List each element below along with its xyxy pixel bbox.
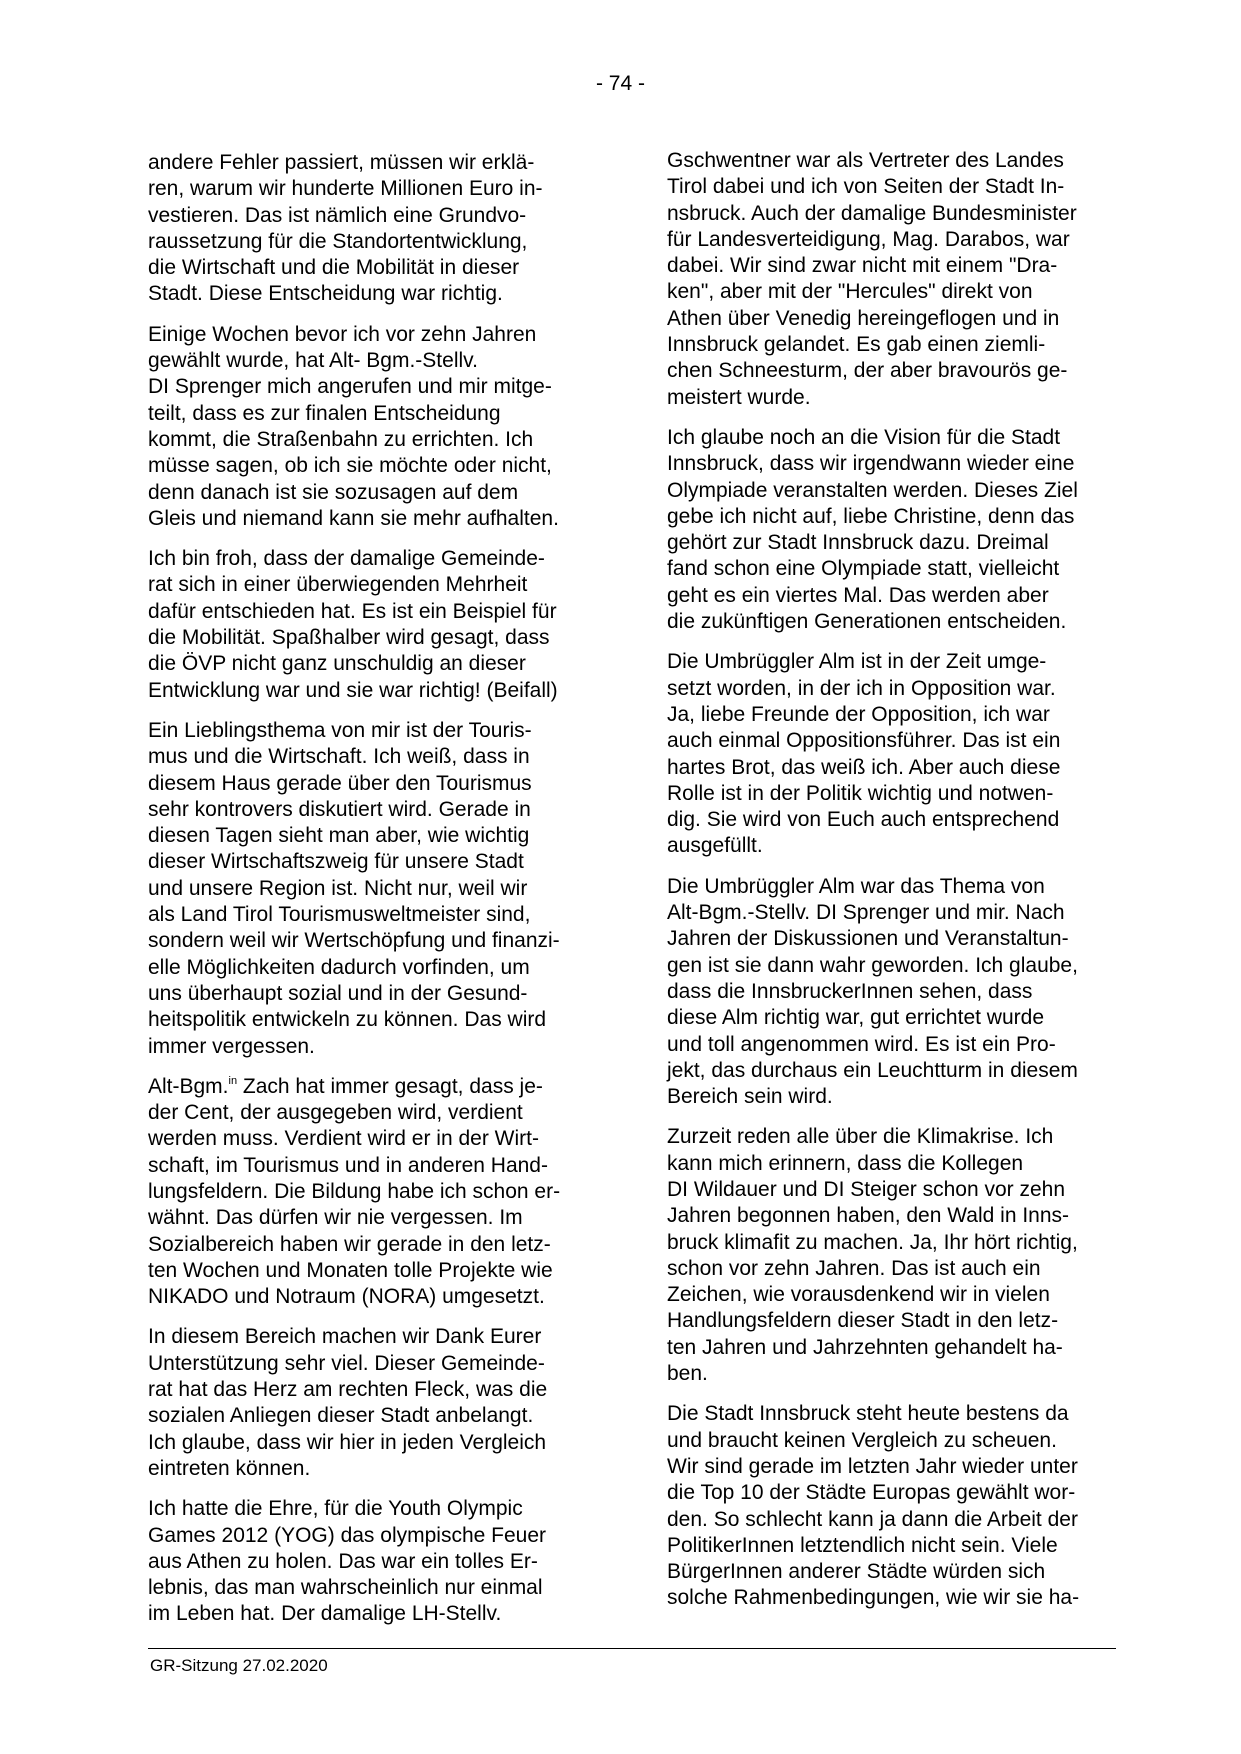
text-line: aus Athen zu holen. Das war ein tolles Er- — [148, 1549, 538, 1573]
text-line: dig. Sie wird von Euch auch entsprechend — [667, 808, 1060, 832]
text-line: jekt, das durchaus ein Leuchtturm in diesem — [667, 1058, 1078, 1082]
text-line: Die Umbrüggler Alm war das Thema von — [667, 874, 1045, 898]
text-line: ten Wochen und Monaten tolle Projekte wie — [148, 1258, 553, 1282]
text-line: gebe ich nicht auf, liebe Christine, denn das — [667, 504, 1075, 528]
text-line: müsse sagen, ob ich sie möchte oder nicht, — [148, 454, 552, 478]
text-line: ken", aber mit der "Hercules" direkt von — [667, 280, 1033, 304]
paragraph — [148, 718, 600, 1060]
text-line: Games 2012 (YOG) das olympische Feuer — [148, 1523, 546, 1547]
text-line: Innsbruck gelandet. Es gab einen ziemli- — [667, 333, 1046, 357]
text-line: Wir sind gerade im letzten Jahr wieder unter — [667, 1454, 1078, 1478]
text-line: fand schon eine Olympiade statt, vielleicht — [667, 557, 1060, 581]
text-line: sehr kontrovers diskutiert wird. Gerade in — [148, 797, 531, 821]
text-line: gewählt wurde, hat Alt- Bgm.-Stellv. — [148, 349, 478, 373]
right-text-column — [667, 148, 1119, 1626]
text-line: sozialen Anliegen dieser Stadt anbelangt. — [148, 1404, 534, 1428]
paragraph — [667, 1124, 1119, 1387]
paragraph — [148, 322, 600, 532]
text-line: Die Umbrüggler Alm ist in der Zeit umge- — [667, 650, 1047, 674]
text-line: vestieren. Das ist nämlich eine Grundvo- — [148, 203, 527, 227]
text-line: immer vergessen. — [148, 1034, 315, 1058]
paragraph — [667, 649, 1119, 859]
text-line: Sozialbereich haben wir gerade in den letz- — [148, 1232, 551, 1256]
text-line: Ich glaube noch an die Vision für die Stadt — [667, 425, 1061, 449]
text-line: Gschwentner war als Vertreter des Landes — [667, 149, 1064, 172]
paragraph — [148, 150, 600, 308]
text-line: eintreten können. — [148, 1456, 311, 1480]
text-line: DI Sprenger mich angerufen und mir mitge- — [148, 375, 552, 399]
text-line: ten Jahren und Jahrzehnten gehandelt ha- — [667, 1335, 1063, 1359]
text-line: Jahren begonnen haben, den Wald in Inns- — [667, 1204, 1070, 1228]
text-line: und braucht keinen Vergleich zu scheuen. — [667, 1428, 1057, 1452]
text-line: Handlungsfeldern dieser Stadt in den letz- — [667, 1309, 1059, 1333]
text-line: als Land Tirol Tourismusweltmeister sind, — [148, 903, 531, 927]
text-line: Stadt. Diese Entscheidung war richtig. — [148, 282, 503, 306]
text-line: ren, warum wir hunderte Millionen Euro in- — [148, 177, 543, 201]
text-line: In diesem Bereich machen wir Dank Eurer — [148, 1325, 542, 1349]
text-line: meistert wurde. — [667, 385, 811, 409]
text-line: Alt-Bgm.$^{in}$ Zach hat immer gesagt, dass je- — [148, 1074, 543, 1098]
text-line: Ich glaube, dass wir hier in jeden Vergleich — [148, 1430, 547, 1454]
text-line: auch einmal Oppositionsführer. Das ist ein — [667, 729, 1061, 753]
text-line: sondern weil wir Wertschöpfung und finanzi- — [148, 929, 560, 953]
text-line: Ja, liebe Freunde der Opposition, ich war — [667, 702, 1050, 726]
text-line: PolitikerInnen letztendlich nicht sein. Viele — [667, 1533, 1058, 1557]
text-line: im Leben hat. Der damalige LH-Stellv. — [148, 1602, 502, 1626]
text-line: geht es ein viertes Mal. Das werden aber — [667, 583, 1049, 607]
text-line: setzt worden, in der ich in Opposition war. — [667, 676, 1056, 700]
text-line: BürgerInnen anderer Städte würden sich — [667, 1560, 1046, 1584]
text-line: rat sich in einer überwiegenden Mehrheit — [148, 573, 528, 597]
text-line: Ein Lieblingsthema von mir ist der Touris- — [148, 718, 532, 742]
paragraph — [148, 1496, 600, 1627]
text-line: DI Wildauer und DI Steiger schon vor zehn — [667, 1177, 1066, 1201]
text-line: den. So schlecht kann ja dann die Arbeit der — [667, 1507, 1078, 1531]
text-line: Gleis und niemand kann sie mehr aufhalten. — [148, 506, 559, 530]
text-line: bruck klimafit zu machen. Ja, Ihr hört richtig, — [667, 1230, 1078, 1254]
superscript: in — [228, 1074, 238, 1087]
footer-divider — [148, 1648, 1116, 1649]
paragraph — [667, 1401, 1119, 1611]
text-line: Zeichen, wie vorausdenkend wir in vielen — [667, 1283, 1050, 1307]
text-line: mus und die Wirtschaft. Ich weiß, dass in — [148, 745, 530, 769]
text-line: und unsere Region ist. Nicht nur, weil wir — [148, 876, 528, 900]
text-line: diese Alm richtig war, gut errichtet wurde — [667, 1006, 1044, 1030]
text-line: Jahren der Diskussionen und Veranstaltun- — [667, 927, 1069, 951]
paragraph — [667, 425, 1119, 635]
text-line: Ich hatte die Ehre, für die Youth Olympic — [148, 1497, 523, 1521]
text-line: Alt-Bgm.-Stellv. DI Sprenger und mir. Nach — [667, 901, 1065, 925]
text-line: Athen über Venedig hereingeflogen und in — [667, 306, 1060, 330]
text-line: die ÖVP nicht ganz unschuldig an dieser — [148, 652, 526, 676]
text-line: werden muss. Verdient wird er in der Wirt- — [148, 1127, 539, 1151]
paragraph — [148, 1324, 600, 1482]
paragraph — [148, 546, 600, 704]
text-line: und toll angenommen wird. Es ist ein Pro- — [667, 1032, 1056, 1056]
text-line: die Wirtschaft und die Mobilität in dieser — [148, 256, 520, 280]
text-line: diesen Tagen sieht man aber, wie wichtig — [148, 824, 530, 848]
text-line: die Mobilität. Spaßhalber wird gesagt, dass — [148, 626, 550, 650]
text-line: schaft, im Tourismus und in anderen Hand- — [148, 1153, 548, 1177]
text-line: elle Möglichkeiten dadurch vorfinden, um — [148, 955, 530, 979]
paragraph — [148, 1074, 600, 1311]
text-line: dabei. Wir sind zwar nicht mit einem "Dra- — [667, 254, 1058, 278]
text-line: der Cent, der ausgegeben wird, verdient — [148, 1101, 523, 1125]
text-line: ben. — [667, 1362, 708, 1386]
text-line: Rolle ist in der Politik wichtig und notwen- — [667, 781, 1054, 805]
text-line: ausgefüllt. — [667, 834, 763, 858]
text-line: die zukünftigen Generationen entscheiden. — [667, 610, 1067, 634]
text-line: Innsbruck, dass wir irgendwann wieder eine — [667, 452, 1075, 476]
text-line: schon vor zehn Jahren. Das ist auch ein — [667, 1256, 1041, 1280]
text-line: uns überhaupt sozial und in der Gesund- — [148, 981, 528, 1005]
paragraph — [667, 874, 1119, 1111]
footer-session-date: GR-Sitzung 27.02.2020 — [150, 1656, 328, 1675]
text-line: lebnis, das man wahrscheinlich nur einmal — [148, 1576, 543, 1600]
text-line: Ich bin froh, dass der damalige Gemeinde- — [148, 547, 545, 571]
text-line: wähnt. Das dürfen wir nie vergessen. Im — [148, 1206, 523, 1230]
text-line: heitspolitik entwickeln zu können. Das wird — [148, 1008, 547, 1032]
text-line: gen ist sie dann wahr geworden. Ich glaube, — [667, 953, 1078, 977]
text-line: dafür entschieden hat. Es ist ein Beispiel für — [148, 599, 557, 623]
text-line: Olympiade veranstalten werden. Dieses Ziel — [667, 478, 1078, 502]
text-line: hartes Brot, das weiß ich. Aber auch diese — [667, 755, 1061, 779]
text-line: teilt, dass es zur finalen Entscheidung — [148, 401, 501, 425]
text-line: denn danach ist sie sozusagen auf dem — [148, 480, 519, 504]
paragraph — [667, 148, 1119, 411]
text-line: kommt, die Straßenbahn zu errichten. Ich — [148, 427, 534, 451]
page-number: - 74 - — [595, 72, 645, 95]
text-line: Tirol dabei und ich von Seiten der Stadt In- — [667, 175, 1065, 199]
text-line: dass die InnsbruckerInnen sehen, dass — [667, 979, 1033, 1003]
text-line: Die Stadt Innsbruck steht heute bestens da — [667, 1402, 1069, 1426]
text-line: andere Fehler passiert, müssen wir erklä- — [148, 151, 535, 174]
text-line: für Landesverteidigung, Mag. Darabos, war — [667, 227, 1070, 251]
text-line: Zurzeit reden alle über die Klimakrise. Ich — [667, 1125, 1054, 1149]
text-line: solche Rahmenbedingungen, wie wir sie ha- — [667, 1586, 1080, 1610]
text-line: Bereich sein wird. — [667, 1085, 833, 1109]
text-line: raussetzung für die Standortentwicklung, — [148, 229, 528, 253]
left-text-column — [148, 150, 600, 1642]
text-line: kann mich erinnern, dass die Kollegen — [667, 1151, 1024, 1175]
text-line: dieser Wirtschaftszweig für unsere Stadt — [148, 850, 524, 874]
text-line: nsbruck. Auch der damalige Bundesminister — [667, 201, 1077, 225]
text-line: Entwicklung war und sie war richtig! (Beifall) — [148, 678, 558, 702]
text-line: NIKADO und Notraum (NORA) umgesetzt. — [148, 1285, 545, 1309]
text-line: lungsfeldern. Die Bildung habe ich schon er- — [148, 1179, 561, 1203]
text-line: chen Schneesturm, der aber bravourös ge- — [667, 359, 1068, 383]
text-line: diesem Haus gerade über den Tourismus — [148, 771, 532, 795]
text-line: Einige Wochen bevor ich vor zehn Jahren — [148, 322, 537, 346]
text-line: gehört zur Stadt Innsbruck dazu. Dreimal — [667, 531, 1049, 555]
text-line: die Top 10 der Städte Europas gewählt wor- — [667, 1481, 1076, 1505]
text-line: rat hat das Herz am rechten Fleck, was die — [148, 1378, 548, 1402]
text-line: Unterstützung sehr viel. Dieser Gemeinde- — [148, 1351, 545, 1375]
